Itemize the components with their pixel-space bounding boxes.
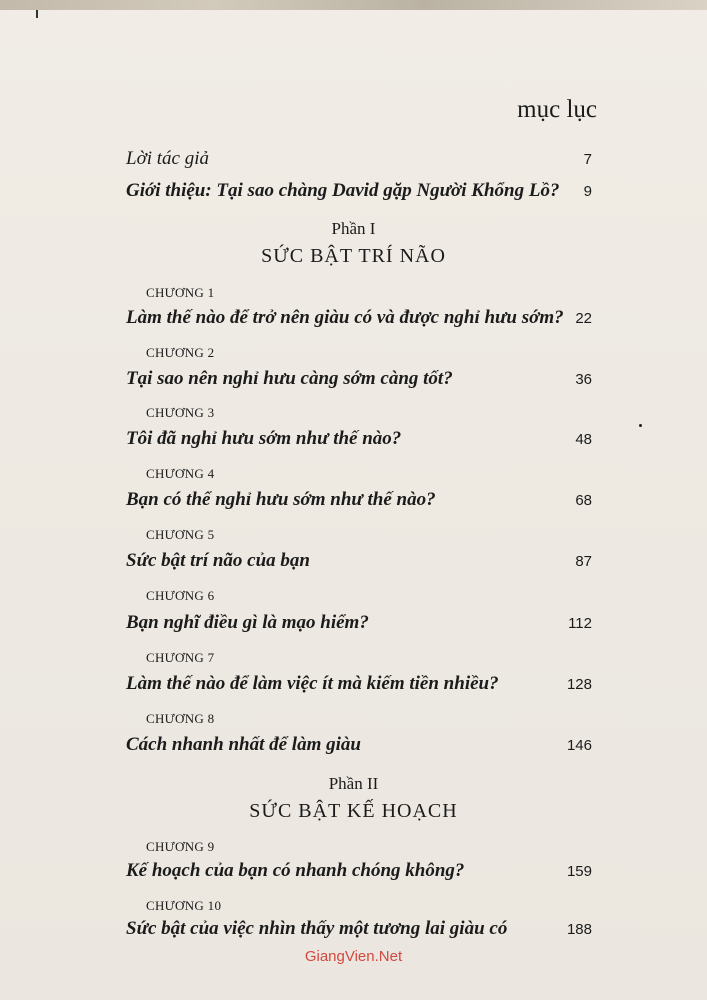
part-title: SỨC BẬT TRÍ NÃO <box>261 245 446 267</box>
entry-title: Làm thế nào để trở nên giàu có và được nghỉ hưu sớm? <box>126 307 564 328</box>
entry-title: Bạn có thể nghỉ hưu sớm như thế nào? <box>126 489 436 510</box>
toc-heading: mục lục <box>517 96 597 123</box>
toc-entry-introduction[interactable] <box>126 180 592 202</box>
site-watermark: GiangVien.Net <box>304 948 403 965</box>
entry-page: 87 <box>575 553 592 570</box>
toc-entry-chapter[interactable] <box>126 734 592 756</box>
entry-title: Kế hoạch của bạn có nhanh chóng không? <box>126 860 465 881</box>
toc-entry-chapter[interactable] <box>126 368 592 390</box>
toc-entry-chapter[interactable] <box>126 673 592 695</box>
chapter-label: CHƯƠNG 2 <box>146 345 215 360</box>
entry-title: Lời tác giả <box>126 148 209 169</box>
entry-page: 68 <box>575 492 592 509</box>
part-label: Phần II <box>328 774 379 793</box>
entry-title: Tại sao nên nghỉ hưu càng sớm càng tốt? <box>126 368 453 389</box>
entry-page: 112 <box>568 615 592 632</box>
toc-entry-chapter[interactable] <box>126 307 592 329</box>
chapter-label: CHƯƠNG 4 <box>146 466 215 481</box>
chapter-label: CHƯƠNG 9 <box>146 839 215 854</box>
chapter-label: CHƯƠNG 10 <box>146 898 222 913</box>
chapter-label: CHƯƠNG 3 <box>146 405 215 420</box>
entry-page: 188 <box>566 921 592 938</box>
entry-page: 48 <box>575 431 592 448</box>
entry-title: Cách nhanh nhất để làm giàu <box>126 734 361 755</box>
entry-page: 9 <box>583 183 592 200</box>
chapter-label: CHƯƠNG 6 <box>146 588 215 603</box>
toc-entry-chapter[interactable] <box>126 489 592 511</box>
part-label: Phần I <box>331 219 376 238</box>
entry-page: 146 <box>566 737 592 754</box>
dust-speck <box>639 424 642 427</box>
entry-title: Sức bật trí não của bạn <box>126 550 310 571</box>
toc-entry-chapter[interactable] <box>126 428 592 450</box>
entry-title: Làm thế nào để làm việc ít mà kiếm tiền nhiều? <box>126 673 499 694</box>
toc-entry-chapter[interactable] <box>126 612 592 634</box>
entry-title: Bạn nghĩ điều gì là mạo hiểm? <box>126 612 369 633</box>
toc-entry-chapter[interactable] <box>126 860 592 882</box>
entry-title: Giới thiệu: Tại sao chàng David gặp Người Khổng Lồ? <box>126 180 560 201</box>
page-mark <box>36 10 38 18</box>
entry-page: 22 <box>575 310 592 327</box>
toc-entry-preface[interactable] <box>126 148 592 170</box>
entry-page: 36 <box>575 371 592 388</box>
chapter-label: CHƯƠNG 7 <box>146 650 215 665</box>
toc-entry-chapter[interactable] <box>126 918 592 940</box>
entry-page: 159 <box>566 863 592 880</box>
toc-entry-chapter[interactable] <box>126 550 592 572</box>
part-title: SỨC BẬT KẾ HOẠCH <box>249 800 458 822</box>
entry-page: 7 <box>583 151 592 168</box>
chapter-label: CHƯƠNG 8 <box>146 711 215 726</box>
chapter-label: CHƯƠNG 5 <box>146 527 215 542</box>
page-top-edge <box>0 0 707 10</box>
entry-title: Sức bật của việc nhìn thấy một tương lai giàu có <box>126 918 508 939</box>
entry-page: 128 <box>566 676 592 693</box>
entry-title: Tôi đã nghỉ hưu sớm như thế nào? <box>126 428 402 449</box>
chapter-label: CHƯƠNG 1 <box>146 285 215 300</box>
